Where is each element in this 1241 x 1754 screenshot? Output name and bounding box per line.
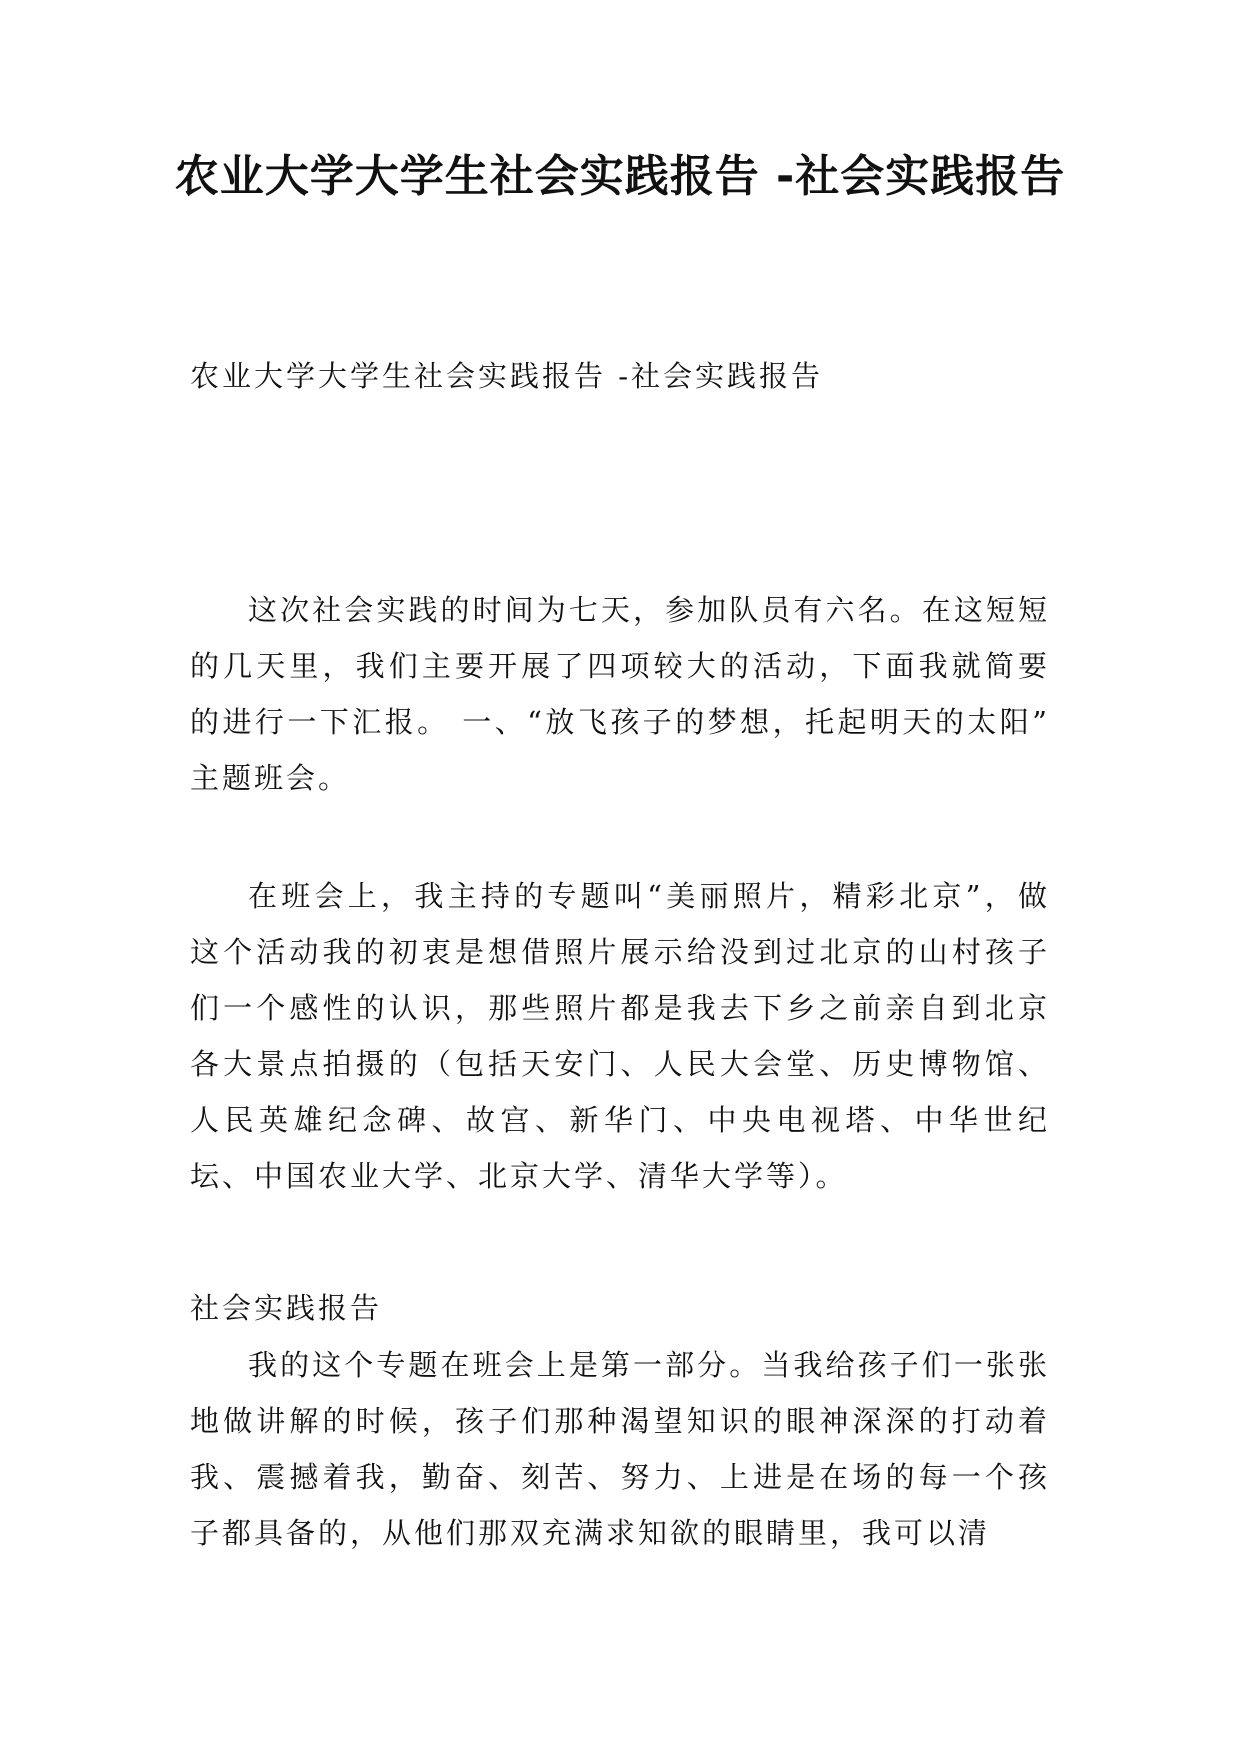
body-paragraph: 这次社会实践的时间为七天，参加队员有六名。在这短短的几天里，我们主要开展了四项较大的活动，下面我就简要的进行一下汇报。 一、“放飞孩子的梦想，托起明天的太阳” 主题班会。 [190,593,1050,795]
section-label: 社会实践报告 [190,1291,383,1325]
document-subtitle: 农业大学大学生社会实践报告 -社会实践报告 [190,359,824,393]
document-title: 农业大学大学生社会实践报告 -社会实践报告 [174,151,1066,202]
body-paragraph: 在班会上，我主持的专题叫“美丽照片，精彩北京”，做这个活动我的初衷是想借照片展示给没到过北京的山村孩子们一个感性的认识，那些照片都是我去下乡之前亲自到北京各大景点拍摄的（包括天安门、人民大会堂、历史博物馆、人民英雄纪念碑、故宫、新华门、中央电视塔、中华世纪坛、中国农业大学、北京大学、清华大学等）。 [190,879,1050,1193]
body-paragraph: 我的这个专题在班会上是第一部分。当我给孩子们一张张地做讲解的时候，孩子们那种渴望知识的眼神深深的打动着我、震撼着我，勤奋、刻苦、努力、上进是在场的每一个孩子都具备的，从他们那双充满求知欲的眼睛里，我可以清 [190,1348,1050,1550]
